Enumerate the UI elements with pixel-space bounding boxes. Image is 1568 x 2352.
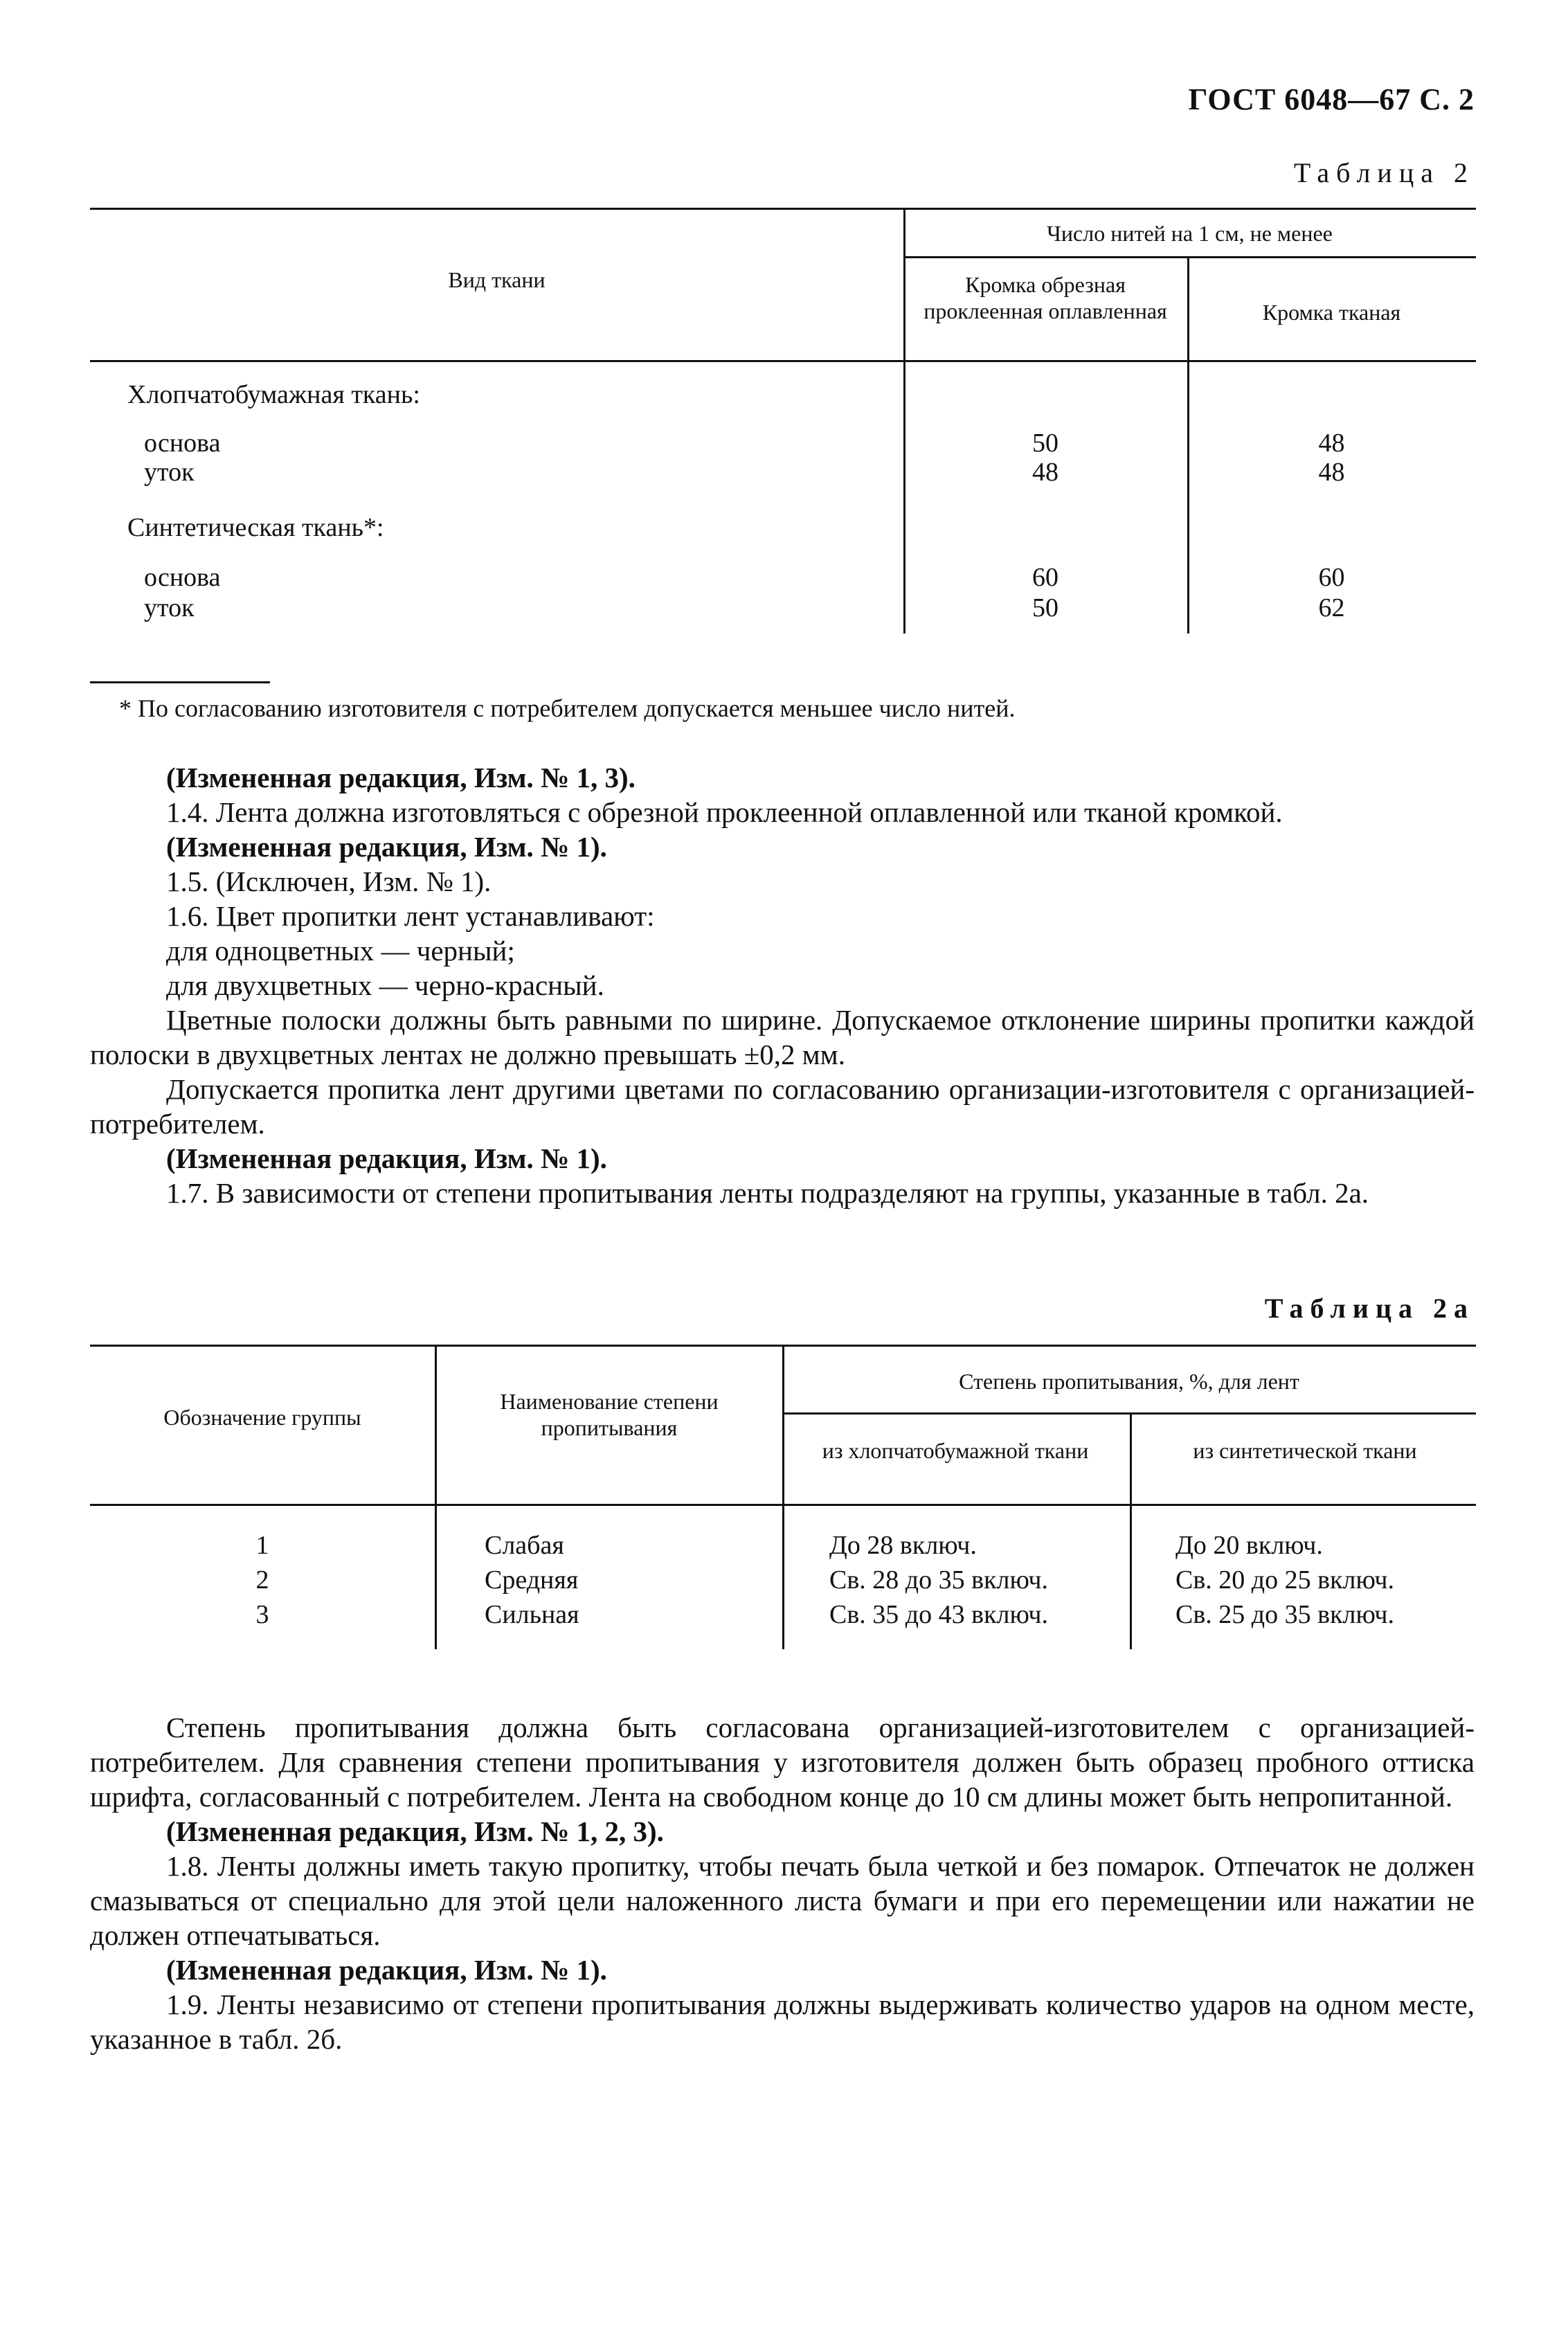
table2a-row-cotton: До 28 включ. xyxy=(829,1531,977,1560)
table2-header-rule xyxy=(90,360,1476,362)
table2a-row-cotton: Св. 28 до 35 включ. xyxy=(829,1565,1049,1595)
table2a-row-group: 3 xyxy=(255,1600,269,1629)
table2a-col-synthetic: из синтетической ткани xyxy=(1193,1438,1417,1463)
table2-caption: Таблица 2 xyxy=(1293,157,1475,188)
table2-row-cut: 48 xyxy=(1032,458,1058,487)
amendment-note: (Измененная редакция, Изм. № 1). xyxy=(166,1954,607,1986)
list-item: для одноцветных — черный; xyxy=(166,935,515,967)
paragraph-1-8: 1.8. Ленты должны иметь такую пропитку, чтобы печать была четкой и без помарок. Отпечаток не должен смазываться от специально для этой цели наложенного листа бумаги и при его перемещении или нажатии не должен отпечатываться. xyxy=(90,1850,1475,1951)
table2-col-group: Число нитей на 1 см, не менее xyxy=(1047,221,1333,246)
table2a-caption: Таблица 2а xyxy=(1264,1293,1475,1324)
amendment-note: (Измененная редакция, Изм. № 1). xyxy=(166,831,607,863)
table2a-col-cotton: из хлопчатобумажной ткани xyxy=(822,1438,1089,1463)
table2-subheader-rule xyxy=(903,256,1476,258)
table2-group-name: Хлопчатобумажная ткань: xyxy=(127,380,420,409)
table2-col-cut: Кромка обрезная проклеенная оплавленная xyxy=(923,272,1167,323)
table2a-row-group: 2 xyxy=(255,1565,269,1595)
table2a-row-group: 1 xyxy=(255,1531,269,1560)
paragraph-1-6: 1.6. Цвет пропитки лент устанавливают: xyxy=(166,900,655,932)
amendment-note: (Измененная редакция, Изм. № 1, 2, 3). xyxy=(166,1815,664,1847)
table2a-col-group: Обозначение группы xyxy=(163,1405,361,1430)
section2-text xyxy=(90,1710,1475,2056)
table2a-col-divider-3 xyxy=(1130,1412,1132,1649)
table2a-row-name: Слабая xyxy=(485,1531,564,1560)
table2-row-label: уток xyxy=(144,593,195,622)
table2a-subheader-rule xyxy=(782,1412,1476,1415)
document-header: ГОСТ 6048—67 С. 2 xyxy=(1188,82,1475,116)
paragraph-1-5: 1.5. (Исключен, Изм. № 1). xyxy=(166,865,492,897)
table2-row-cut: 50 xyxy=(1032,593,1058,622)
table2a-row-name: Средняя xyxy=(485,1565,579,1595)
table2a-row-synthetic: До 20 включ. xyxy=(1175,1531,1323,1560)
paragraph-agreement: Степень пропитывания должна быть согласована организацией-изготовителем с организацией-потребителем. Для сравнения степени пропитывания у изготовителя должен быть образец пробного оттиска шрифта, согласованный с потребителем. Лента на свободном конце до 10 см длины может быть непропитанной. xyxy=(90,1712,1475,1813)
table2-group-name: Синтетическая ткань*: xyxy=(127,513,384,542)
table2-row-woven: 60 xyxy=(1318,563,1345,592)
paragraph-colors: Допускается пропитка лент другими цветами по согласованию организации-изготовителя с организацией-потребителем. xyxy=(90,1073,1475,1140)
table2a-row-synthetic: Св. 25 до 35 включ. xyxy=(1175,1600,1395,1629)
table2-row-woven: 48 xyxy=(1318,429,1345,458)
table2-row-label: основа xyxy=(144,429,221,458)
table2-col-type: Вид ткани xyxy=(448,267,546,292)
table2a-row-cotton: Св. 35 до 43 включ. xyxy=(829,1600,1049,1629)
table2-row-label: уток xyxy=(144,458,195,487)
amendment-note: (Измененная редакция, Изм. № 1). xyxy=(166,1142,607,1174)
table2a-col-divider-1 xyxy=(435,1345,437,1649)
paragraph-1-9: 1.9. Ленты независимо от степени пропитывания должны выдерживать количество ударов на одном месте, указанное в табл. 2б. xyxy=(90,1989,1475,2055)
list-item: для двухцветных — черно-красный. xyxy=(166,969,604,1001)
table2-top-rule xyxy=(90,208,1476,210)
table2-col-woven: Кромка тканая xyxy=(1262,300,1401,325)
amendment-note: (Измененная редакция, Изм. № 1, 3). xyxy=(166,762,636,793)
paragraph-stripes: Цветные полоски должны быть равными по ширине. Допускаемое отклонение ширины пропитки каждой полоски в двухцветных лентах не должно превышать ±0,2 мм. xyxy=(90,1004,1475,1070)
table2a-row-synthetic: Св. 20 до 25 включ. xyxy=(1175,1565,1395,1595)
table2a-col-name: Наименование степени пропитывания xyxy=(500,1389,719,1440)
table2-row-woven: 62 xyxy=(1318,593,1345,622)
footnote-rule xyxy=(90,681,270,683)
paragraph-1-4: 1.4. Лента должна изготовляться с обрезной проклеенной оплавленной или тканой кромкой. xyxy=(166,796,1283,828)
table2-row-cut: 50 xyxy=(1032,429,1058,458)
paragraph-1-7: 1.7. В зависимости от степени пропитывания ленты подразделяют на группы, указанные в табл. 2а. xyxy=(166,1177,1369,1209)
table2-row-woven: 48 xyxy=(1318,458,1345,487)
table2-row-label: основа xyxy=(144,563,221,592)
section1-text xyxy=(90,760,1475,1210)
table2-row-cut: 60 xyxy=(1032,563,1058,592)
table2-footnote: * По согласованию изготовителя с потребителем допускается меньшее число нитей. xyxy=(119,694,1016,722)
table2a-row-name: Сильная xyxy=(485,1600,579,1629)
table2a-col-degree: Степень пропитывания, %, для лент xyxy=(959,1369,1299,1394)
